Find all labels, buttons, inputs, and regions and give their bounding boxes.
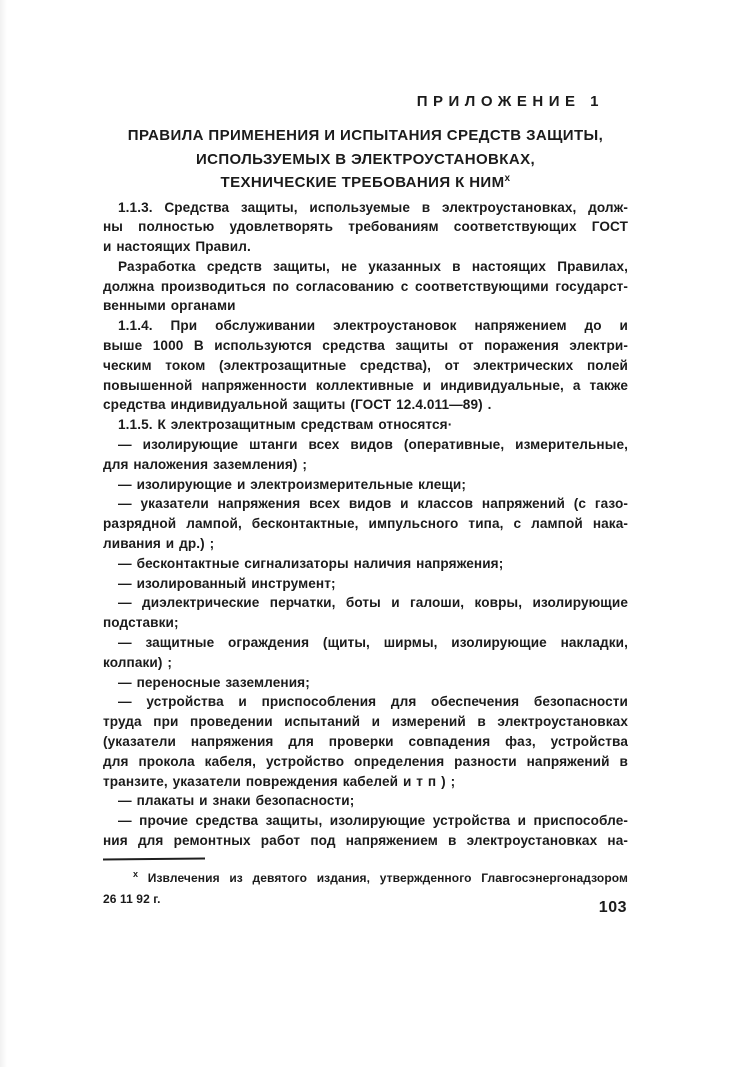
paragraph	[103, 257, 628, 316]
text-line: подставки;	[103, 615, 179, 631]
footnote-mark: х	[133, 868, 139, 879]
text-line: — защитные ограждения (щиты, ширмы, изолирующие накладки,	[118, 635, 628, 651]
paragraph	[103, 811, 628, 851]
text-line: — диэлектрические перчатки, боты и галоши, ковры, изолирующие	[118, 595, 628, 611]
title-line-3-text: ТЕХНИЧЕСКИЕ ТРЕБОВАНИЯ К НИМ	[220, 174, 505, 191]
text-line: — бесконтактные сигнализаторы наличия напряжения;	[118, 555, 504, 571]
text-column	[103, 0, 628, 910]
text-line: 1.1.4. При обслуживании электроустановок напряжением до и	[118, 318, 628, 334]
text-line: — переносные заземления;	[118, 674, 310, 690]
text-line: — прочие средства защиты, изолирующие устройства и приспособле-	[118, 813, 628, 829]
footnote-line-2: 26 11 92 г.	[103, 891, 161, 906]
text-line: должна производиться по согласованию с соответствующими государст-	[103, 278, 628, 294]
text-line: 1.1.5. К электрозащитным средствам относятся·	[118, 417, 453, 433]
text-line: повышенной напряженности коллективные и индивидуальные, а также	[103, 377, 628, 393]
paragraph	[103, 198, 628, 257]
text-line: — изолирующие и электроизмерительные клещи;	[118, 476, 467, 492]
paragraph	[103, 692, 628, 791]
paragraph	[103, 673, 628, 693]
text-line: ческим током (электрозащитные средства), от электрических полей	[103, 357, 628, 373]
text-line: ливания и др.) ;	[103, 536, 215, 552]
footnote	[103, 868, 628, 910]
title-line-1: ПРАВИЛА ПРИМЕНЕНИЯ И ИСПЫТАНИЯ СРЕДСТВ ЗАЩИТЫ,	[127, 127, 604, 144]
paragraph	[103, 494, 628, 553]
paragraph	[103, 791, 628, 811]
paragraph	[103, 574, 628, 594]
paragraph	[103, 316, 628, 415]
text-line: для прокола кабеля, устройство определения разности напряжений в	[103, 753, 628, 769]
footnote-line-1	[103, 868, 628, 889]
text-line: — изолированный инструмент;	[118, 575, 336, 591]
paragraph	[103, 593, 628, 633]
page-number: 103	[598, 899, 627, 916]
text-line: Разработка средств защиты, не указанных в настоящих Правилах,	[118, 258, 628, 274]
text-line: транзите, указатели повреждения кабелей и т п ) ;	[103, 773, 456, 789]
footnote-line-1-text: Извлечения из девятого издания, утвержденного Главгосэнергонадзором	[147, 870, 629, 885]
title-footnote-mark: х	[504, 173, 511, 184]
text-line: выше 1000 В используются средства защиты от поражения электри-	[103, 338, 628, 354]
paragraph	[103, 435, 628, 475]
footnote-divider	[103, 857, 205, 860]
text-line: (указатели напряжения для проверки совпадения фаз, устройства	[103, 734, 628, 750]
text-line: колпаки) ;	[103, 654, 172, 670]
paragraph	[103, 475, 628, 495]
text-line: — указатели напряжения всех видов и классов напряжений (с газо-	[118, 496, 628, 512]
text-line: ны полностью удовлетворять требованиям соответствующих ГОСТ	[103, 219, 628, 235]
text-line: и настоящих Правил.	[103, 239, 251, 255]
paragraph	[103, 415, 628, 435]
text-line: средства индивидуальной защиты (ГОСТ 12.4.011—89) .	[103, 397, 492, 413]
paragraph	[103, 554, 628, 574]
text-line: разрядной лампой, бесконтактные, импульсного типа, с лампой нака-	[103, 516, 628, 532]
title-line-3	[103, 171, 628, 195]
text-line: 1.1.3. Средства защиты, используемые в электроустановках, долж-	[118, 199, 628, 215]
title-line-2: ИСПОЛЬЗУЕМЫХ В ЭЛЕКТРОУСТАНОВКАХ,	[195, 150, 536, 168]
text-line: труда при проведении испытаний и измерений в электроустановках	[103, 714, 628, 730]
appendix-heading: ПРИЛОЖЕНИЕ 1	[416, 93, 604, 110]
text-line: венными органами	[103, 298, 236, 314]
paragraph	[103, 633, 628, 673]
text-line: — плакаты и знаки безопасности;	[118, 793, 355, 809]
text-line: — изолирующие штанги всех видов (оперативные, измерительные,	[118, 437, 628, 453]
text-line: для наложения заземления) ;	[103, 456, 307, 472]
body-text	[103, 198, 628, 851]
text-line: ния для ремонтных работ под напряжением в электроустановках на-	[103, 833, 628, 848]
document-title	[103, 124, 628, 195]
text-line: — устройства и приспособления для обеспечения безопасности	[118, 694, 628, 710]
